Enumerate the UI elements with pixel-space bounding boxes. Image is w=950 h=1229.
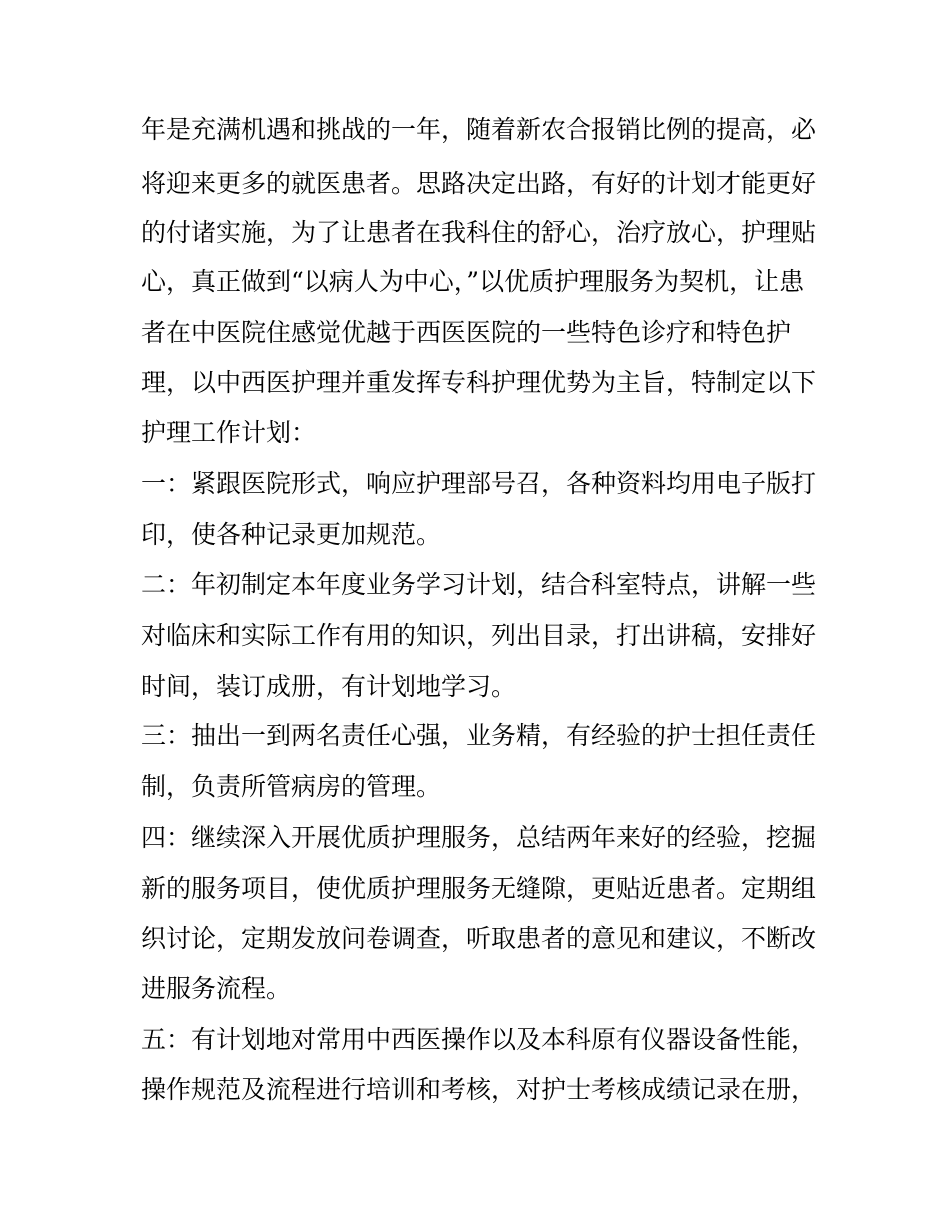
text-line: 护理工作计划： bbox=[141, 418, 317, 447]
text-line: 理，以中西医护理并重发挥专科护理优势为主旨，特制定以下 bbox=[141, 368, 817, 397]
text-line: 四：继续深入开展优质护理服务，总结两年来好的经验，挖掘 bbox=[141, 823, 817, 852]
text-line: 时间，装订成册，有计划地学习。 bbox=[141, 672, 517, 701]
text-line: 制，负责所管病房的管理。 bbox=[141, 772, 442, 801]
text-line: 心，真正做到“以病人为中心，”以优质护理服务为契机，让患 bbox=[141, 267, 805, 296]
text-line: 操作规范及流程进行培训和考核，对护士考核成绩记录在册， bbox=[141, 1075, 817, 1104]
text-line: 对临床和实际工作有用的知识，列出目录，打出讲稿，安排好 bbox=[141, 621, 817, 650]
text-line: 年是充满机遇和挑战的一年，随着新农合报销比例的提高，必 bbox=[141, 115, 817, 144]
text-line: 印，使各种记录更加规范。 bbox=[141, 520, 442, 549]
text-line: 二：年初制定本年度业务学习计划，结合科室特点，讲解一些 bbox=[141, 570, 817, 599]
text-line: 一：紧跟医院形式，响应护理部号召，各种资料均用电子版打 bbox=[141, 469, 817, 498]
text-line: 的付诸实施，为了让患者在我科住的舒心，治疗放心，护理贴 bbox=[141, 218, 817, 247]
text-line: 进服务流程。 bbox=[141, 974, 292, 1003]
text-line: 将迎来更多的就医患者。思路决定出路，有好的计划才能更好 bbox=[141, 169, 817, 198]
text-line: 新的服务项目，使优质护理服务无缝隙，更贴近患者。定期组 bbox=[141, 874, 817, 903]
text-line: 者在中医院住感觉优越于西医医院的一些特色诊疗和特色护 bbox=[141, 318, 792, 347]
text-line: 织讨论，定期发放问卷调查，听取患者的意见和建议，不断改 bbox=[141, 924, 817, 953]
text-line: 五：有计划地对常用中西医操作以及本科原有仪器设备性能， bbox=[141, 1025, 817, 1054]
text-line: 三：抽出一到两名责任心强，业务精，有经验的护士担任责任 bbox=[141, 721, 817, 750]
